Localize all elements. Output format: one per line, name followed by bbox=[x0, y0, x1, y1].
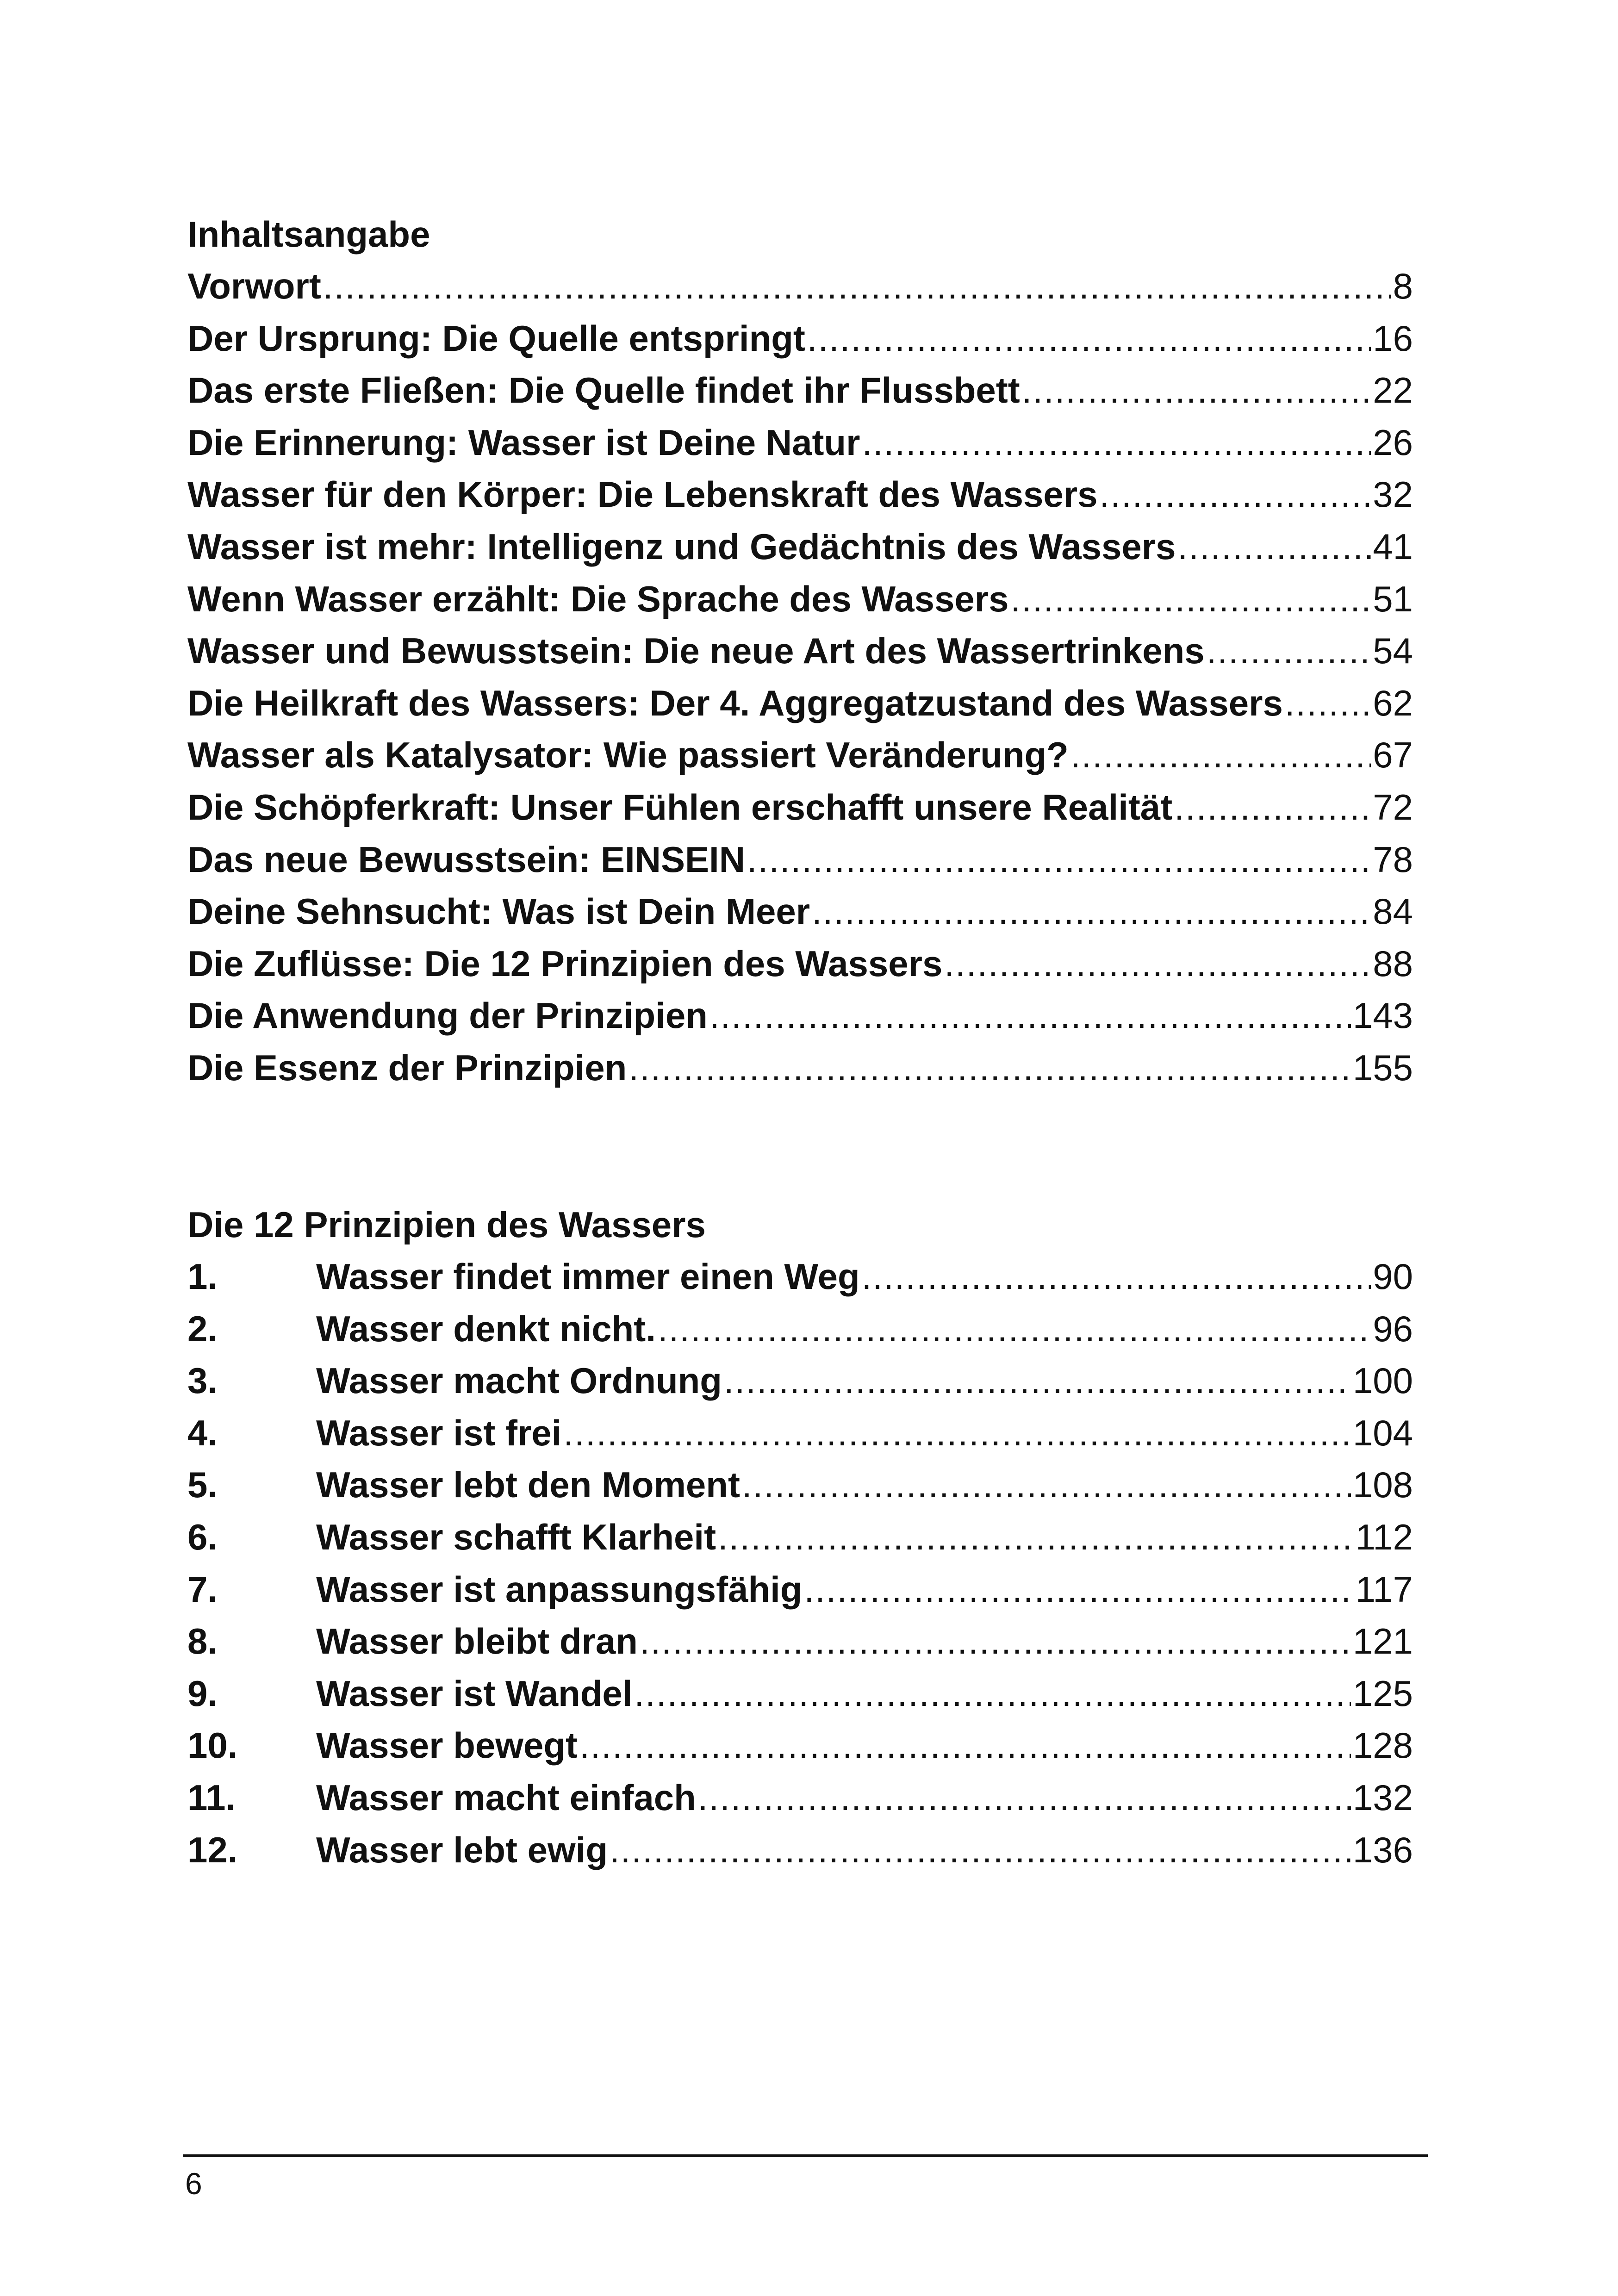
toc-entry-title: Die Zuflüsse: Die 12 Prinzipien des Wassers bbox=[187, 943, 943, 984]
principles-list-section bbox=[187, 1199, 1413, 1876]
toc-entry-page: 78 bbox=[1373, 839, 1413, 880]
toc-entry-title: Wasser findet immer einen Weg bbox=[316, 1256, 860, 1297]
dot-leader bbox=[1177, 521, 1371, 573]
toc-entry-number: 1. bbox=[187, 1256, 218, 1297]
toc-entry[interactable] bbox=[187, 1563, 1413, 1616]
toc-entry-number: 6. bbox=[187, 1516, 218, 1557]
toc-entry[interactable] bbox=[187, 989, 1413, 1042]
toc-heading: Inhaltsangabe bbox=[187, 214, 430, 255]
toc-entry-title: Wasser als Katalysator: Wie passiert Veränderung? bbox=[187, 734, 1069, 776]
toc-entry[interactable] bbox=[187, 521, 1413, 573]
toc-entry-title: Wasser schafft Klarheit bbox=[316, 1516, 716, 1557]
toc-entry-title: Deine Sehnsucht: Was ist Dein Meer bbox=[187, 891, 810, 932]
toc-entry-title: Wasser macht einfach bbox=[316, 1777, 696, 1818]
toc-entry[interactable] bbox=[187, 312, 1413, 365]
toc-entry-page: 88 bbox=[1373, 943, 1413, 984]
toc-entry-page: 90 bbox=[1373, 1256, 1413, 1297]
toc-entry[interactable] bbox=[187, 573, 1413, 625]
toc-entry-number: 11. bbox=[187, 1777, 236, 1818]
toc-entry[interactable] bbox=[187, 417, 1413, 469]
toc-entry-page: 67 bbox=[1373, 734, 1413, 776]
toc-entry[interactable] bbox=[187, 625, 1413, 677]
toc-entry-title: Wasser bewegt bbox=[316, 1725, 578, 1766]
toc-entry-page: 16 bbox=[1373, 317, 1413, 359]
toc-entry[interactable] bbox=[187, 1668, 1413, 1720]
toc-entry-page: 51 bbox=[1373, 578, 1413, 619]
dot-leader bbox=[862, 417, 1371, 469]
toc-entry[interactable] bbox=[187, 1511, 1413, 1563]
dot-leader bbox=[658, 1303, 1371, 1355]
toc-entry-page: 84 bbox=[1373, 891, 1413, 932]
toc-entry[interactable] bbox=[187, 1772, 1413, 1824]
toc-entry-title: Wasser für den Körper: Die Lebenskraft des Wassers bbox=[187, 474, 1098, 515]
toc-entry-title: Wasser ist frei bbox=[316, 1412, 562, 1453]
toc-entry-title: Die Schöpferkraft: Unser Fühlen erschafft unsere Realität bbox=[187, 786, 1173, 828]
principles-list bbox=[187, 1251, 1413, 1876]
toc-entry[interactable] bbox=[187, 1042, 1413, 1094]
toc-entry-page: 26 bbox=[1373, 422, 1413, 463]
dot-leader bbox=[709, 989, 1351, 1042]
toc-entry[interactable] bbox=[187, 1719, 1413, 1772]
toc-entry-number: 3. bbox=[187, 1360, 218, 1401]
dot-leader bbox=[634, 1668, 1350, 1720]
toc-entry-page: 8 bbox=[1393, 266, 1413, 306]
toc-entry-page: 128 bbox=[1352, 1725, 1413, 1766]
toc-entry-number: 9. bbox=[187, 1673, 218, 1714]
dot-leader bbox=[1100, 468, 1371, 521]
dot-leader bbox=[698, 1772, 1351, 1824]
toc-entry[interactable] bbox=[187, 729, 1413, 781]
toc-entry-title: Das neue Bewusstsein: EINSEIN bbox=[187, 839, 746, 880]
toc-entry-title: Wasser und Bewusstsein: Die neue Art des Wassertrinkens bbox=[187, 630, 1205, 672]
dot-leader bbox=[804, 1563, 1353, 1616]
table-of-contents bbox=[187, 208, 1413, 1094]
dot-leader bbox=[1207, 625, 1371, 677]
dot-leader bbox=[747, 834, 1371, 886]
toc-entry-page: 100 bbox=[1352, 1360, 1413, 1401]
dot-leader bbox=[718, 1511, 1354, 1563]
toc-entry-page: 125 bbox=[1352, 1673, 1413, 1714]
toc-entry-title: Die Heilkraft des Wassers: Der 4. Aggregatzustand des Wassers bbox=[187, 682, 1283, 723]
toc-entry-page: 132 bbox=[1352, 1777, 1413, 1818]
dot-leader bbox=[640, 1615, 1351, 1668]
dot-leader bbox=[1022, 364, 1371, 417]
toc-entry-page: 41 bbox=[1373, 526, 1413, 567]
dot-leader bbox=[862, 1251, 1371, 1303]
toc-entry[interactable] bbox=[187, 1459, 1413, 1511]
toc-entry-page: 22 bbox=[1373, 370, 1413, 411]
toc-entry-number: 10. bbox=[187, 1725, 238, 1766]
toc-entry[interactable] bbox=[187, 468, 1413, 521]
toc-entry-page: 72 bbox=[1373, 786, 1413, 828]
dot-leader bbox=[579, 1719, 1351, 1772]
dot-leader bbox=[724, 1355, 1351, 1407]
dot-leader bbox=[807, 312, 1371, 365]
toc-entry-number: 8. bbox=[187, 1621, 218, 1662]
toc-entry-title: Wasser denkt nicht. bbox=[316, 1308, 656, 1349]
toc-entry-title: Wenn Wasser erzählt: Die Sprache des Wassers bbox=[187, 578, 1009, 619]
dot-leader bbox=[1174, 781, 1371, 834]
toc-entry[interactable] bbox=[187, 1251, 1413, 1303]
toc-entry-page: 32 bbox=[1373, 474, 1413, 515]
toc-entry-title: Wasser ist anpassungsfähig bbox=[316, 1568, 803, 1610]
toc-entry[interactable] bbox=[187, 1615, 1413, 1668]
toc-entry[interactable] bbox=[187, 834, 1413, 886]
toc-entry-page: 143 bbox=[1352, 995, 1413, 1036]
toc-entry-title: Wasser lebt den Moment bbox=[316, 1464, 740, 1506]
dot-leader bbox=[944, 938, 1371, 990]
dot-leader bbox=[323, 260, 1391, 312]
toc-entry-page: 155 bbox=[1352, 1047, 1413, 1088]
toc-entry[interactable] bbox=[187, 1824, 1413, 1876]
toc-entry-page: 117 bbox=[1355, 1568, 1413, 1610]
dot-leader bbox=[1070, 729, 1371, 781]
toc-entry[interactable] bbox=[187, 1355, 1413, 1407]
toc-entry[interactable] bbox=[187, 677, 1413, 729]
toc-entry-title: Das erste Fließen: Die Quelle findet ihr Flussbett bbox=[187, 370, 1020, 411]
dot-leader bbox=[610, 1824, 1351, 1876]
toc-entry-title: Wasser bleibt dran bbox=[316, 1621, 638, 1662]
toc-entry-title: Die Anwendung der Prinzipien bbox=[187, 995, 708, 1036]
toc-entry-number: 4. bbox=[187, 1412, 218, 1453]
toc-entry-number: 5. bbox=[187, 1464, 218, 1506]
dot-leader bbox=[1010, 573, 1371, 625]
toc-entry[interactable] bbox=[187, 1407, 1413, 1459]
toc-entry-title: Der Ursprung: Die Quelle entspringt bbox=[187, 317, 805, 359]
toc-entry-page: 54 bbox=[1373, 630, 1413, 672]
footer-page-number: 6 bbox=[185, 2166, 202, 2201]
toc-entry[interactable] bbox=[187, 260, 1413, 312]
toc-entry-number: 2. bbox=[187, 1308, 218, 1349]
toc-entry[interactable] bbox=[187, 1303, 1413, 1355]
toc-entry-page: 121 bbox=[1352, 1621, 1413, 1662]
toc-entry-page: 96 bbox=[1373, 1308, 1413, 1349]
dot-leader bbox=[812, 885, 1371, 938]
toc-entry-number: 7. bbox=[187, 1568, 218, 1610]
toc-entry-title: Die Erinnerung: Wasser ist Deine Natur bbox=[187, 422, 860, 463]
toc-entry[interactable] bbox=[187, 938, 1413, 990]
toc-entry-page: 136 bbox=[1352, 1829, 1413, 1870]
toc-entry-title: Wasser lebt ewig bbox=[316, 1829, 608, 1870]
toc-entry-title: Die Essenz der Prinzipien bbox=[187, 1047, 627, 1088]
toc-entry-number: 12. bbox=[187, 1829, 238, 1870]
principles-heading: Die 12 Prinzipien des Wassers bbox=[187, 1204, 706, 1245]
toc-entry-page: 108 bbox=[1352, 1464, 1413, 1506]
toc-entry[interactable] bbox=[187, 781, 1413, 834]
toc-entry-title: Wasser ist Wandel bbox=[316, 1673, 633, 1714]
dot-leader bbox=[1285, 677, 1371, 729]
toc-entry-title: Wasser ist mehr: Intelligenz und Gedächtnis des Wassers bbox=[187, 526, 1176, 567]
toc-entry-page: 112 bbox=[1355, 1516, 1413, 1557]
toc-list bbox=[187, 260, 1413, 1094]
toc-entry-page: 104 bbox=[1352, 1412, 1413, 1453]
footer-divider bbox=[183, 2154, 1428, 2157]
dot-leader bbox=[629, 1042, 1351, 1094]
toc-entry-title: Vorwort bbox=[187, 266, 321, 306]
toc-entry[interactable] bbox=[187, 364, 1413, 417]
dot-leader bbox=[563, 1407, 1351, 1459]
toc-entry-page: 62 bbox=[1373, 682, 1413, 723]
toc-entry[interactable] bbox=[187, 885, 1413, 938]
toc-entry-title: Wasser macht Ordnung bbox=[316, 1360, 722, 1401]
dot-leader bbox=[742, 1459, 1351, 1511]
